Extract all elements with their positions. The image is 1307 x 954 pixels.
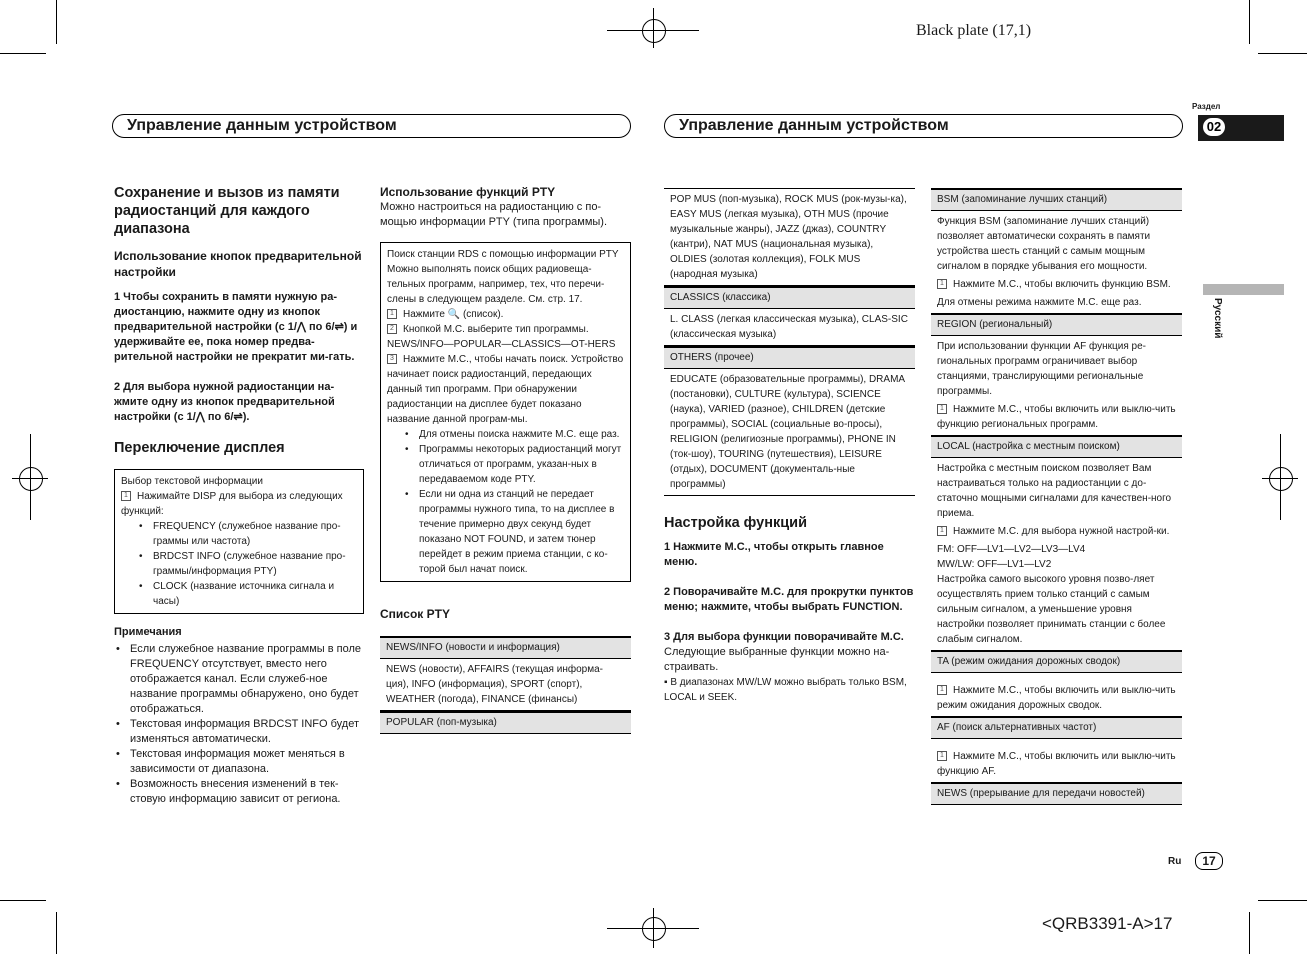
registration-mark: [642, 917, 666, 941]
column-3: [664, 188, 915, 705]
step-number-icon: 1: [937, 279, 947, 289]
section-title: Сохранение и вызов из памяти радиостанций для каждого диапазона: [114, 185, 340, 237]
note-item: • Возможность внесения изменений в тек-стовую информацию зависит от региона.: [114, 777, 364, 807]
intro: Можно настроиться на радиостанцию с по-мощью информации PTY (типа программы).: [380, 201, 608, 228]
registration-mark: [19, 467, 43, 491]
box-title: Поиск станции RDS с помощью информации PTY: [387, 249, 619, 260]
column-1: [114, 184, 364, 807]
crop-mark: [0, 900, 46, 901]
plate-label: Black plate (17,1): [916, 22, 1032, 39]
box-step: Нажмите 🔍 (список).: [403, 309, 504, 320]
step: Нажмите M.C., чтобы включить или выклю-чить режим ожидания дорожных сводок.: [937, 685, 1176, 711]
table-header: NEWS/INFO (новости и информация): [380, 636, 631, 659]
header-left: Управление данным устройством: [112, 114, 631, 138]
step-2: 2 Для выбора нужной радиостанции на-жмите одну из кнопок предварительной настройки (с 1/⋀ по 6/⇌).: [114, 381, 335, 423]
box-title: Выбор текстовой информации: [121, 476, 263, 487]
header-right: Управление данным устройством: [664, 114, 1183, 138]
section-number: 02: [1203, 118, 1225, 136]
box-step: Нажимайте DISP для выбора из следующих функций:: [121, 491, 343, 517]
crop-mark: [1249, 0, 1250, 44]
section-title-display: Переключение дисплея: [114, 440, 285, 456]
step-note: Для отмены режима нажмите M.C. еще раз.: [931, 295, 1182, 314]
registration-mark: [1269, 467, 1293, 491]
step-number-icon: 1: [937, 751, 947, 761]
section-title: Использование функций PTY: [380, 185, 556, 199]
table-cell: L. CLASS (легкая классическая музыка), CLAS-SIC (классическая музыка): [664, 309, 915, 346]
step-number-icon: 1: [121, 491, 131, 501]
step-3-body: Следующие выбранные функции можно на-страивать.: [664, 646, 890, 673]
table-header: LOCAL (настройка с местным поиском): [931, 436, 1182, 458]
list-item: • FREQUENCY (служебное название про-граммы или частота): [121, 519, 357, 549]
list-item: • Для отмены поиска нажмите M.C. еще раз.: [387, 427, 624, 442]
note: ▪ В диапазонах MW/LW можно выбрать только BSM, LOCAL и SEEK.: [664, 677, 907, 703]
display-box: [114, 469, 364, 614]
step: Нажмите M.C. для выбора нужной настрой-ки.: [953, 526, 1170, 537]
step-1: 1 Нажмите M.C., чтобы открыть главное меню.: [664, 541, 884, 568]
table-cell: NEWS (новости), AFFAIRS (текущая информа-ция), INFO (информация), SPORT (спорт), WEATHER (погода), FINANCE (финансы): [380, 659, 631, 711]
crop-mark: [56, 912, 57, 954]
step-2: 2 Поворачивайте M.C. для прокрутки пунктов меню; нажмите, чтобы выбрать FUNCTION.: [664, 586, 914, 613]
step: Нажмите M.C., чтобы включить или выклю-чить функцию AF.: [937, 751, 1176, 777]
subsection-title: Использование кнопок предварительной настройки: [114, 249, 362, 279]
language-tab: [1203, 284, 1284, 295]
column-2: [380, 184, 631, 734]
pty-box: [380, 242, 631, 582]
column-4: [931, 188, 1182, 805]
list-item: • BRDCST INFO (служебное название про-граммы/информация PTY): [121, 549, 357, 579]
local-fm-levels: FM: OFF—LV1—LV2—LV3—LV4: [937, 544, 1086, 555]
step: Нажмите M.C., чтобы включить функцию BSM.: [953, 279, 1171, 290]
page-lang: Ru: [1168, 856, 1182, 867]
box-step: Нажмите M.C., чтобы начать поиск. Устройство начинает поиск радиостанций, передающих данный тип программ. При обнаружении радиостанции на дисплее будет показано название данной програм-мы.: [387, 354, 624, 425]
pty-list-title: Список PTY: [380, 607, 450, 621]
notes-title: Примечания: [114, 626, 182, 638]
step: Нажмите M.C., чтобы включить или выклю-чить функцию региональных программ.: [937, 404, 1176, 430]
local-mw-levels: MW/LW: OFF—LV1—LV2: [937, 559, 1052, 570]
table-header: POPULAR (поп-музыка): [380, 711, 631, 734]
crop-mark: [1258, 53, 1307, 54]
step-3: 3 Для выбора функции поворачивайте M.C.: [664, 631, 904, 643]
section-title: Настройка функций: [664, 515, 807, 531]
table-cell: POP MUS (поп-музыка), ROCK MUS (рок-музы-ка), EASY MUS (легкая музыка), OTH MUS (прочие музыкальные жанры), JAZZ (джаз), COUNTRY (кантри), NAT MUS (национальная музыка), OLDIES (золотая коллекция), FOLK MUS (народная музыка): [664, 188, 915, 286]
table-header: AF (поиск альтернативных частот): [931, 717, 1182, 739]
list-item: • Если ни одна из станций не передает программы нужного типа, то на дисплее в течение примерно двух секунд будет показано NOT FOUND, и затем тюнер перейдет в режим приема станции, с ко-торой был начат поиск.: [387, 487, 624, 577]
table-header: CLASSICS (классика): [664, 286, 915, 309]
note-item: • Текстовая информация BRDCST INFO будет изменяться автоматически.: [114, 717, 364, 747]
step-number-icon: 1: [937, 526, 947, 536]
table-header: BSM (запоминание лучших станций): [931, 188, 1182, 211]
step-number-icon: 1: [937, 404, 947, 414]
step-number-icon: 3: [387, 354, 397, 364]
table-header: NEWS (прерывание для передачи новостей): [931, 783, 1182, 805]
page-number: 17: [1195, 852, 1223, 870]
table-cell: При использовании функции AF функция ре-гиональных программ ограничивает выбор станциями, транслирующими региональные программы.: [937, 341, 1146, 397]
registration-mark: [642, 19, 666, 43]
table-header: OTHERS (прочее): [664, 346, 915, 369]
list-item: • CLOCK (название источника сигнала и часы): [121, 579, 357, 609]
section-label: Раздел: [1192, 102, 1221, 111]
language-label: Русский: [1212, 298, 1223, 339]
note-item: • Текстовая информация может меняться в зависимости от диапазона.: [114, 747, 364, 777]
step-note: Настройка самого высокого уровня позво-ляет осуществлять прием только станций с самым сильным сигналом, а уменьшение уровня настройки позволяет принимать станции с более слабым сигналом.: [931, 572, 1182, 651]
table-header: REGION (региональный): [931, 314, 1182, 336]
step-number-icon: 2: [387, 324, 397, 334]
step-1: 1 Чтобы сохранить в памяти нужную ра-диостанцию, нажмите одну из кнопок предварительной настройки (с 1/⋀ по 6/⇌) и удерживайте ее, пока номер предва-рительной настройки не прекратит ми-гать.: [114, 291, 358, 363]
box-step: Кнопкой M.C. выберите тип программы. NEWS/INFO—POPULAR—CLASSICS—OT-HERS: [387, 324, 616, 350]
crop-mark: [0, 53, 46, 54]
box-intro: Можно выполнять поиск общих радиовеща-тельных программ, например, тех, что перечи-слены в следующем разделе. См. стр. 17.: [387, 264, 605, 305]
step-number-icon: 1: [387, 309, 397, 319]
crop-mark: [1249, 912, 1250, 954]
crop-mark: [1258, 900, 1307, 901]
document-code: <QRB3391-A>17: [1042, 914, 1173, 933]
table-cell: Функция BSM (запоминание лучших станций) позволяет автоматически сохранять в памяти устройства шесть станций с самым мощным сигналом в порядке убывания его мощности.: [937, 216, 1151, 272]
table-cell: EDUCATE (образовательные программы), DRAMA (постановки), CULTURE (культура), SCIENCE (наука), VARIED (разное), CHILDREN (детские программы), SOCIAL (социальные во-просы), RELIGION (религиозные программы), PHONE IN (ток-шоу), TOURING (путешествия), LEISURE (отдых), DOCUMENT (документаль-ные программы): [664, 369, 915, 496]
step-number-icon: 1: [937, 685, 947, 695]
list-item: • Программы некоторых радиостанций могут отличаться от программ, указан-ных в передаваемом коде PTY.: [387, 442, 624, 487]
table-cell: Настройка с местным поиском позволяет Вам настраиваться только на радиостанции с до-статочно мощными сигналами для качествен-ного приема.: [937, 463, 1172, 519]
note-item: • Если служебное название программы в поле FREQUENCY отсутствует, вместо него отображается канал. Если служеб-ное название программы обнаружено, оно будет отображаться.: [114, 642, 364, 717]
table-header: TA (режим ожидания дорожных сводок): [931, 651, 1182, 673]
crop-mark: [56, 0, 57, 44]
